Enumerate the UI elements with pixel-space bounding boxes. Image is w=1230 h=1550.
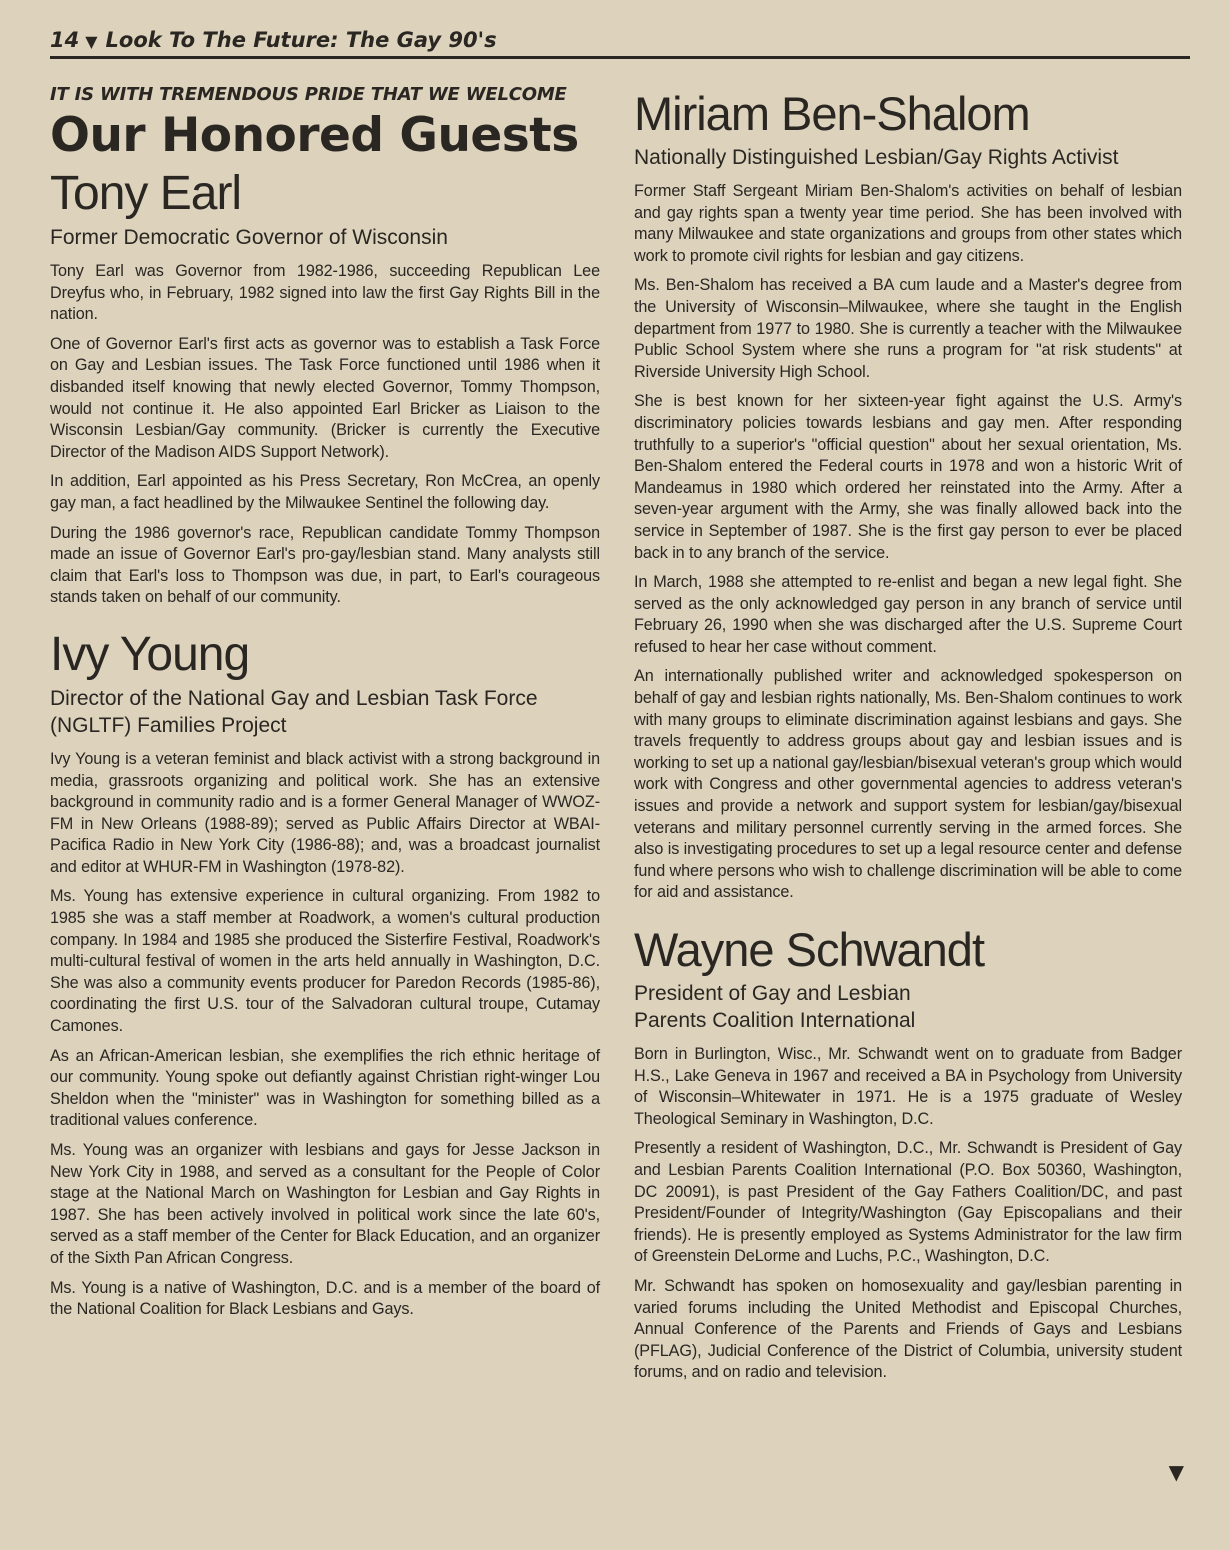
paragraph: Mr. Schwandt has spoken on homosexuality and gay/lesbian parenting in varied forums including the United Methodist and Episcopal Churches, Annual Conference of the Parents and Friends of Gays and Lesbians (PFLAG), Judicial Conference of the District of Columbia, university student forums, and on radio and television. [634,1276,1182,1382]
page-number: 14 [50,28,80,52]
page-title: Our Honored Guests [50,108,579,163]
right-column [634,86,1182,1392]
paragraph: In addition, Earl appointed as his Press Secretary, Ron McCrea, an openly gay man, a fact headlined by the Milwaukee Sentinel the following day. [50,472,600,512]
page-header [50,26,1190,59]
guest-name: Tony Earl [50,167,242,220]
guest-role-line: Parents Coalition International [634,1009,916,1032]
paragraph: Tony Earl was Governor from 1982-1986, succeeding Republican Lee Dreyfus who, in February, 1982 signed into law the first Gay Rights Bill in the nation. [50,262,600,324]
paragraph: Presently a resident of Washington, D.C., Mr. Schwandt is President of Gay and Lesbian Parents Coalition International (P.O. Box 50360, Washington, DC 20091), is past President of the Gay Fathers Coalition/DC, and past President/Founder of Integrity/Washington (Gay Episcopalians and their friends). He is presently employed as Systems Administrator for the law firm of Greenstein DeLorme and Luchs, P.C., Washington, D.C. [634,1139,1182,1266]
paragraph: An internationally published writer and acknowledged spokesperson on behalf of gay and lesbian rights nationally, Ms. Ben-Shalom continues to work with many groups to eliminate discrimination against lesbians and gays. She travels frequently to address groups about gay and lesbian issues and is working to set up a national gay/lesbian/bisexual veteran's group which would work with Congress and other governmental agencies to address veteran's issues and provide a network and support system for lesbian/gay/bisexual veterans and military personnel currently serving in the armed forces. She also is investigating procedures to set up a legal resource center and defense fund where persons who wish to challenge discrimination will be able to come for aid and assistance. [634,667,1182,902]
guest-role: Former Democratic Governor of Wisconsin [50,226,448,249]
guest-ivy-young [50,627,600,1321]
left-column [50,82,600,1329]
intro-kicker: IT IS WITH TREMENDOUS PRIDE THAT WE WELCOME [50,84,567,105]
guest-miriam-ben-shalom [634,86,1182,904]
guest-name: Wayne Schwandt [634,923,984,976]
paragraph: Ivy Young is a veteran feminist and black activist with a strong background in media, grassroots organizing and political work. She has an extensive background in community radio and is a former General Manager of WWOZ-FM in New Orleans (1988-89); served as Public Affairs Director at WBAI-Pacifica Radio in New York City (1986-88); and, was a broadcast journalist and editor at WHUR-FM in Washington (1978-82). [50,749,600,876]
end-of-article-icon: ▼ [1168,1460,1184,1484]
guest-name: Ivy Young [50,627,250,681]
publication-title: Look To The Future: The Gay 90's [105,28,497,52]
guest-tony-earl [50,166,600,609]
paragraph: Born in Burlington, Wisc., Mr. Schwandt went on to graduate from Badger H.S., Lake Geneva in 1967 and received a BA in Psychology from University of Wisconsin–Whitewater in 1971. He is a 1975 graduate of Wesley Theological Seminary in Washington, D.C. [634,1045,1182,1128]
paragraph: She is best known for her sixteen-year fight against the U.S. Army's discriminatory policies towards lesbians and gay men. After responding truthfully to a superior's "official question" about her sexual orientation, Ms. Ben-Shalom entered the Federal courts in 1978 and won a historic Writ of Mandeamus in 1980 which ordered her reinstated into the Army. After a seven-year argument with the Army, she was finally allowed back into the service in September of 1987. She is the first gay person to ever be placed back in to any branch of the service. [634,392,1182,562]
guest-role-line: President of Gay and Lesbian [634,982,911,1005]
paragraph: As an African-American lesbian, she exemplifies the rich ethnic heritage of our community. Young spoke out defiantly against Christian right-winger Lou Sheldon when the "minister" was in Washington for something billed as a traditional values conference. [50,1046,600,1130]
paragraph: During the 1986 governor's race, Republican candidate Tommy Thompson made an issue of Governor Earl's pro-gay/lesbian stand. Many analysts still claim that Earl's loss to Thompson was due, in part, to Earl's courageous stands taken on behalf of our community. [50,523,600,607]
paragraph: In March, 1988 she attempted to re-enlist and began a new legal fight. She served as the only acknowledged gay person in any branch of service until February 26, 1990 when she was discharged after the U.S. Supreme Court refused to hear her case without comment. [634,573,1182,656]
paragraph: One of Governor Earl's first acts as governor was to establish a Task Force on Gay and Lesbian issues. The Task Force functioned until 1986 when it disbanded itself knowing that newly elected Governor, Tommy Thompson, would not continue it. He also appointed Earl Bricker as Liaison to the Wisconsin Lesbian/Gay community. (Bricker is currently the Executive Director of the Madison AIDS Support Network). [50,334,600,461]
paragraph: Ms. Young is a native of Washington, D.C. and is a member of the board of the National Coalition for Black Lesbians and Gays. [50,1278,600,1319]
guest-role-line: (NGLTF) Families Project [50,713,287,737]
guest-role-line: Director of the National Gay and Lesbian Task Force [50,686,538,710]
guest-name: Miriam Ben-Shalom [634,87,1030,140]
guest-role [50,685,600,739]
guest-role [634,980,1182,1034]
guest-wayne-schwandt [634,922,1182,1384]
down-triangle-icon: ▼ [85,32,98,51]
paragraph: Former Staff Sergeant Miriam Ben-Shalom's activities on behalf of lesbian and gay rights span a twenty year time period. She has been involved with many Milwaukee and state organizations and groups from other states which work to promote civil rights for lesbian and gay citizens. [634,182,1182,265]
paragraph: Ms. Ben-Shalom has received a BA cum laude and a Master's degree from the University of Wisconsin–Milwaukee, where she taught in the English department from 1977 to 1980. She is currently a teacher with the Milwaukee Public School System where she runs a program for "at risk students" at Riverside University High School. [634,276,1182,381]
paragraph: Ms. Young has extensive experience in cultural organizing. From 1982 to 1985 she was a staff member at Roadwork, a women's cultural production company. In 1984 and 1985 she produced the Sisterfire Festival, Roadwork's multi-cultural festival of women in the arts held annually in Washington, D.C. She was also a community events producer for Paredon Records (1985-86), coordinating the first U.S. tour of the Salvadoran cultural troupe, Cutamay Camones. [50,887,600,1036]
paragraph: Ms. Young was an organizer with lesbians and gays for Jesse Jackson in New York City in 1988, and served as a consultant for the People of Color stage at the National March on Washington for Lesbian and Gay Rights in 1987. She has been actively involved in political work since the late 60's, served as a staff member of the Center for Black Education, and an organizer of the Sixth Pan African Congress. [50,1141,600,1267]
guest-role: Nationally Distinguished Lesbian/Gay Rights Activist [634,146,1119,169]
